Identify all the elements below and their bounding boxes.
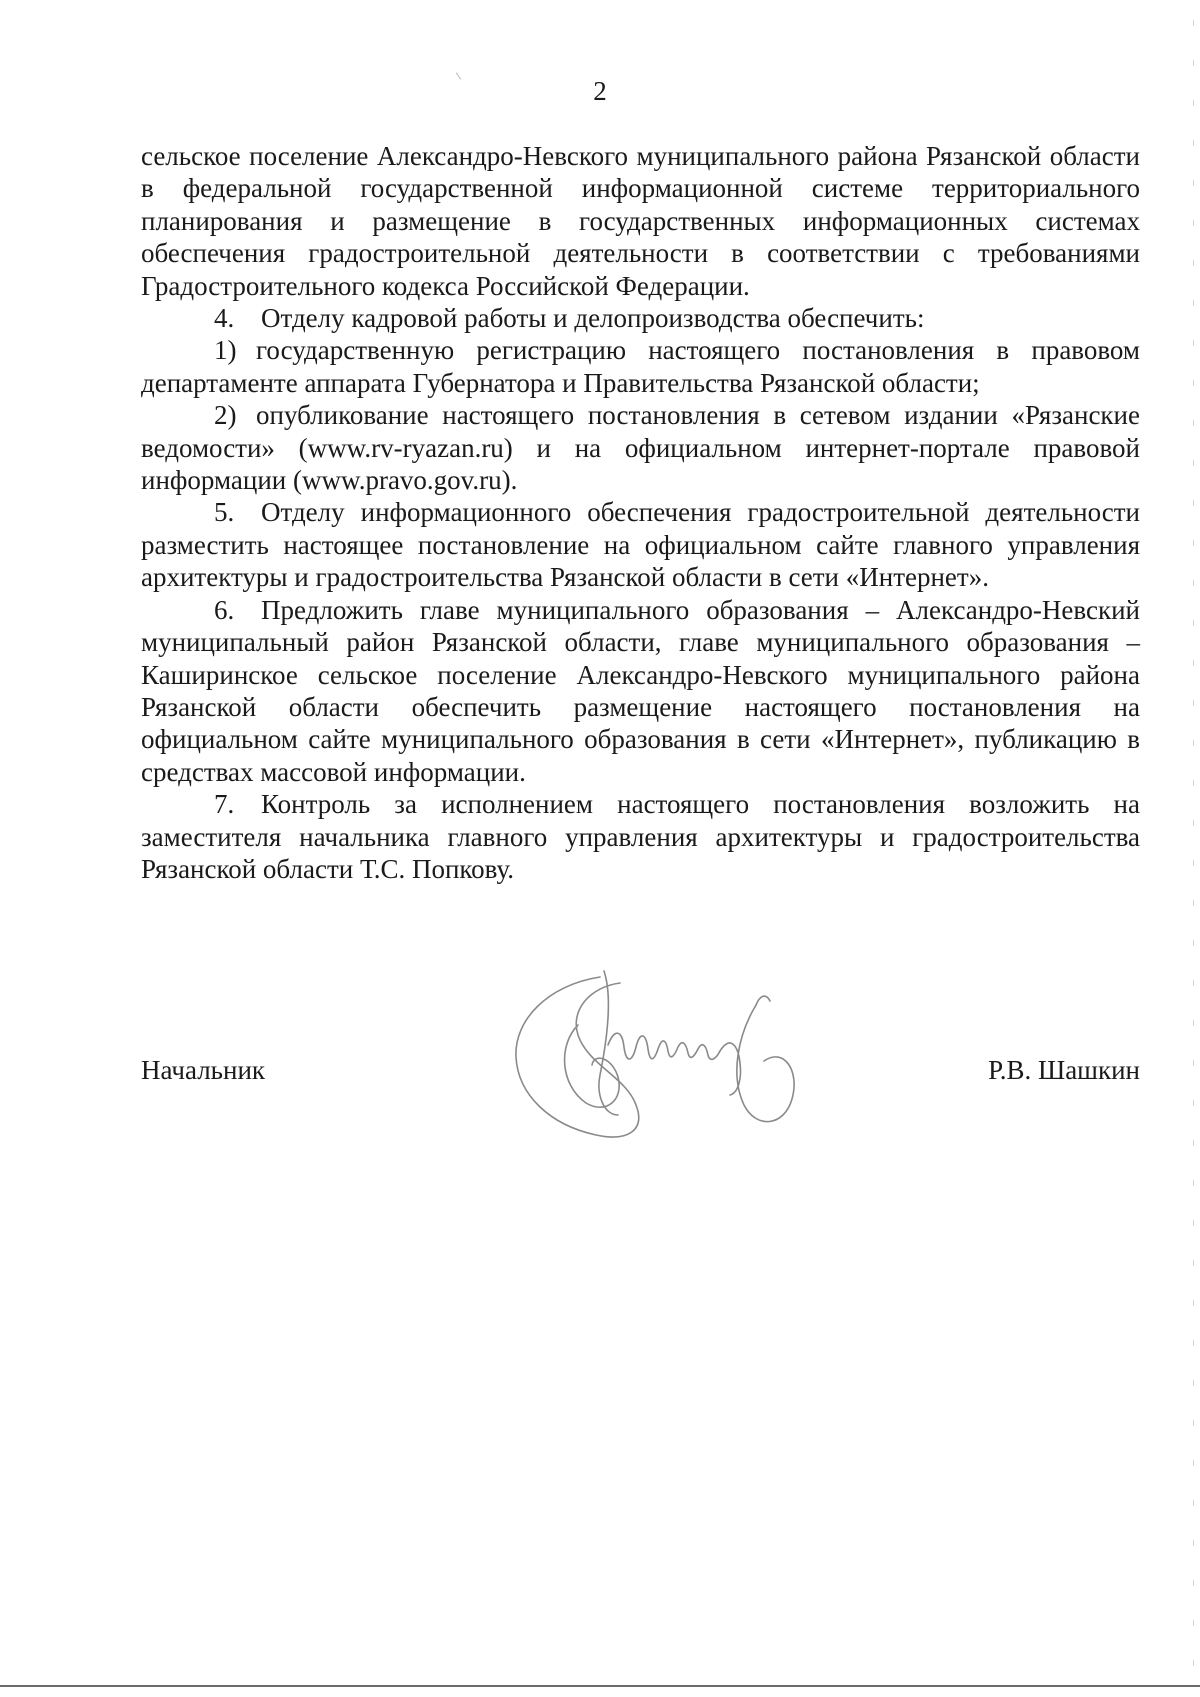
paragraph-item-6 [141, 594, 1140, 788]
paragraph-number: 5. [214, 497, 235, 528]
paragraph-item-5 [141, 496, 1140, 593]
scan-bottom-edge [0, 1685, 1200, 1687]
paragraph-number: 4. [214, 303, 235, 334]
paragraph-subitem-2 [141, 399, 1140, 496]
paragraph-number: 1) [214, 335, 237, 366]
paragraph-text: Отделу информационного обеспечения градостроительной деятельности разместить настоящее постановление на официальном сайте главного управления архитектуры и градостроительства Рязанской области в сети «Интернет». [141, 497, 1140, 593]
paragraph-subitem-1 [141, 334, 1140, 399]
paragraph-text: Предложить главе муниципального образования – Александро-Невский муниципальный район Рязанской области, главе муниципального образования – Каширинское сельское поселение Александро-Невского муниципального района Рязанской области обеспечить размещение настоящего постановления на официальном сайте муниципального образования в сети «Интернет», публикацию в средствах массовой информации. [141, 594, 1140, 787]
paragraph-number: 2) [214, 400, 237, 431]
paragraph-item-7 [141, 788, 1140, 885]
paragraph-text: опубликование настоящего постановления в сетевом издании «Рязанские ведомости» (www.rv-ryazan.ru) и на официальном интернет-портале правовой информации (www.pravo.gov.ru). [141, 400, 1140, 496]
paragraph-text: Контроль за исполнением настоящего постановления возложить на заместителя начальника главного управления архитектуры и градостроительства Рязанской области Т.С. Попкову. [141, 789, 1140, 884]
signature-block [141, 1054, 1140, 1094]
scan-edge-right [1193, 20, 1194, 1670]
paragraph-text: государственную регистрацию настоящего постановления в правовом департаменте аппарата Губернатора и Правительства Рязанской области; [141, 335, 1140, 398]
document-body [141, 140, 1140, 885]
paragraph-number: 6. [214, 594, 235, 625]
signatory-name: Р.В. Шашкин [988, 1055, 1140, 1085]
paragraph-text: сельское поселение Александро-Невского муниципального района Рязанской области в федеральной государственной информационной системе территориального планирования и размещение в государственных информационных системах обеспечения градостроительной деятельности в соответствии с требованиями Градостроительного кодекса Российской Федерации. [141, 141, 1140, 301]
paragraph-item-4 [141, 302, 1140, 334]
signatory-position: Начальник [141, 1055, 266, 1085]
paragraph-number: 7. [214, 789, 235, 820]
paragraph-continuation [141, 140, 1140, 302]
page-number: 2 [593, 76, 607, 106]
paragraph-text: Отделу кадровой работы и делопроизводства обеспечить: [261, 303, 925, 334]
